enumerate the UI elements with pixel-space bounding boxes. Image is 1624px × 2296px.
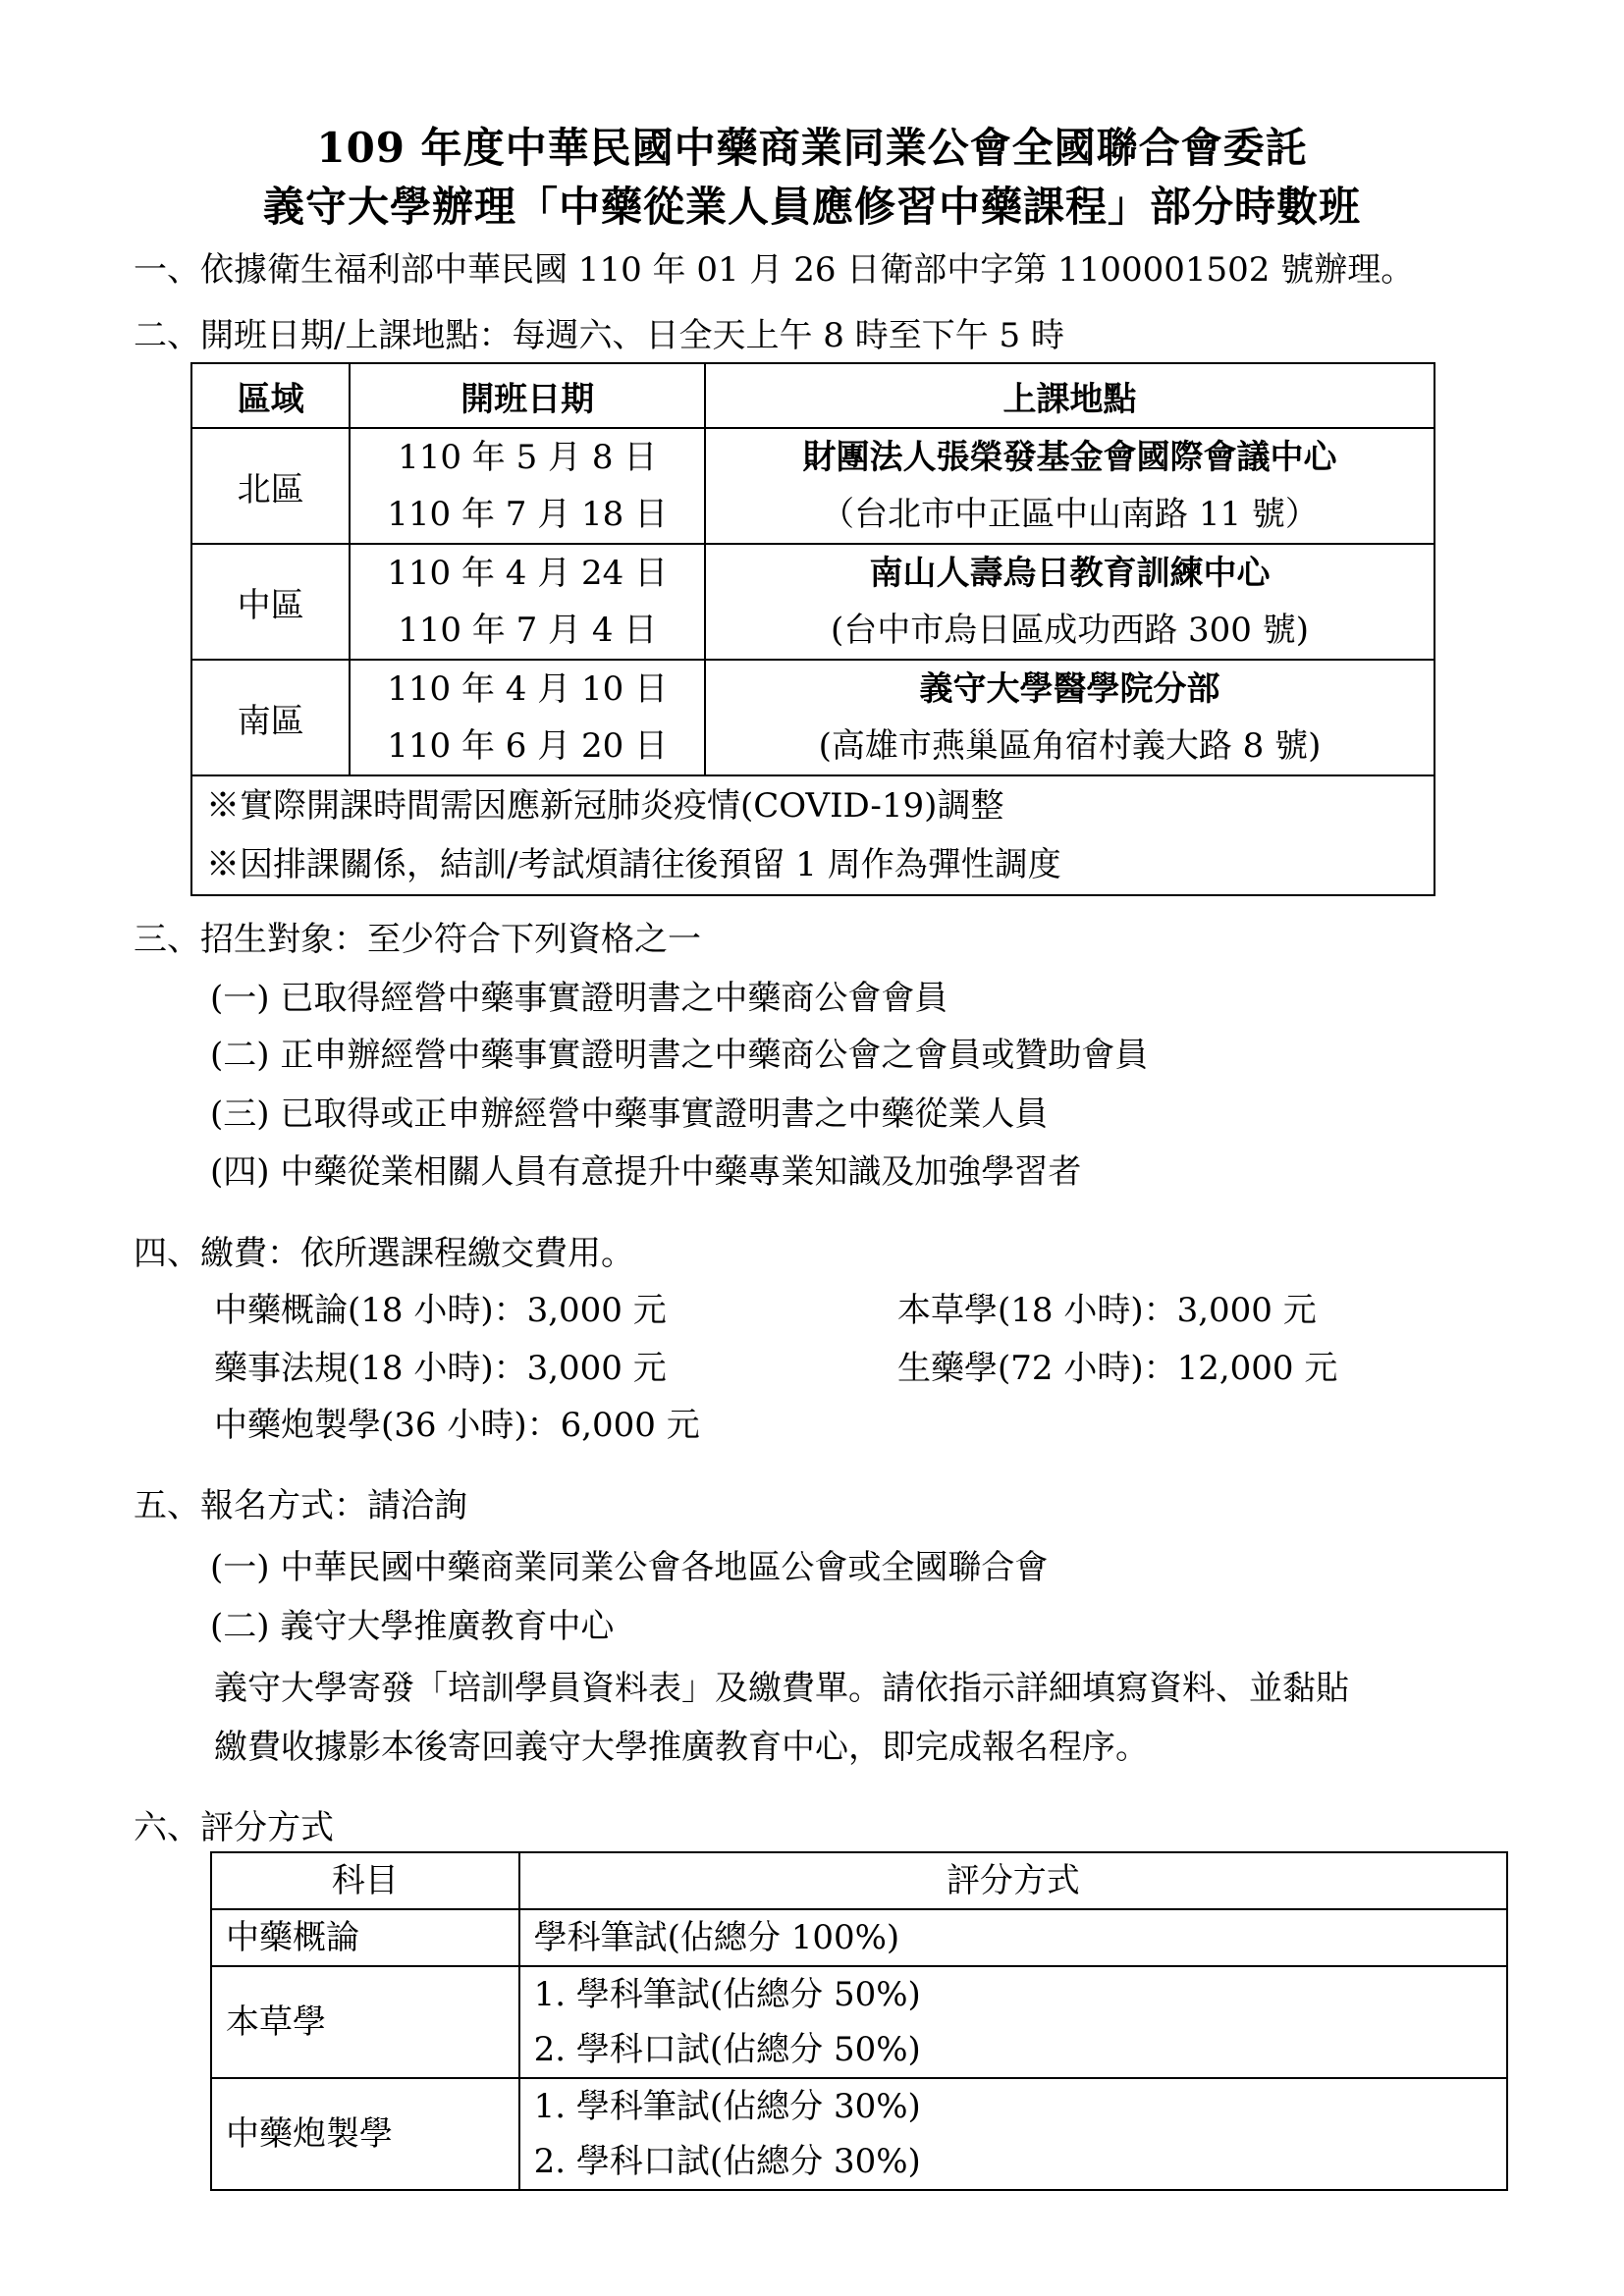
venue-cell <box>705 544 1435 660</box>
method-line: 1. 學科筆試(佔總分 50%) <box>533 1975 921 2014</box>
end-date: 110 年 7 月 4 日 <box>398 611 658 650</box>
registration-desc-1: 義守大學寄發「培訓學員資料表」及繳費單。請依指示詳細填寫資料、並黏貼 <box>214 1669 1349 1708</box>
section-1-basis: 一、依據衛生福利部中華民國 110 年 01 月 26 日衛部中字第 1100001502 號辦理。 <box>134 250 1415 290</box>
method-line: 1. 學科筆試(佔總分 30%) <box>533 2087 921 2126</box>
end-date: 110 年 7 月 18 日 <box>387 495 669 534</box>
eligibility-item: (一) 已取得經營中藥事實證明書之中藥商公會會員 <box>210 979 948 1018</box>
end-date: 110 年 6 月 20 日 <box>387 726 669 766</box>
dates-cell <box>350 544 705 660</box>
dates-cell <box>350 660 705 775</box>
fee-processing: 中藥炮製學(36 小時)：6,000 元 <box>214 1406 700 1445</box>
method-cell <box>519 1966 1507 2078</box>
venue-address: (高雄市燕巢區角宿村義大路 8 號) <box>818 726 1322 766</box>
venue-address: （台北市中正區中山南路 11 號） <box>821 495 1319 534</box>
class-schedule-table <box>190 362 1435 896</box>
grading-row <box>211 2078 1507 2190</box>
schedule-notes <box>191 775 1435 895</box>
grading-table <box>210 1851 1508 2191</box>
schedule-row-central <box>191 544 1435 660</box>
header-dates: 開班日期 <box>350 363 705 428</box>
grading-header-row <box>211 1852 1507 1909</box>
section-2-heading: 二、開班日期/上課地點：每週六、日全天上午 8 時至下午 5 時 <box>134 316 1064 355</box>
eligibility-item: (三) 已取得或正申辦經營中藥事實證明書之中藥從業人員 <box>210 1095 1049 1134</box>
fee-pharmacognosy: 生藥學(72 小時)：12,000 元 <box>897 1349 1338 1388</box>
header-region: 區域 <box>191 363 350 428</box>
region-cell: 南區 <box>191 660 350 775</box>
section-3-heading: 三、招生對象：至少符合下列資格之一 <box>134 920 701 959</box>
start-date: 110 年 4 月 10 日 <box>387 669 669 709</box>
note-reserve-week: ※因排課關係，結訓/考試煩請往後預留 1 周作為彈性調度 <box>206 845 1061 884</box>
note-covid: ※實際開課時間需因應新冠肺炎疫情(COVID-19)調整 <box>206 786 1004 826</box>
venue-cell <box>705 660 1435 775</box>
region-cell: 中區 <box>191 544 350 660</box>
subject-cell: 中藥炮製學 <box>211 2078 519 2190</box>
section-6-heading: 六、評分方式 <box>134 1808 334 1847</box>
venue-cell <box>705 428 1435 544</box>
method-line: 2. 學科口試(佔總分 30%) <box>533 2142 921 2181</box>
method-line: 學科筆試(佔總分 100%) <box>533 1918 900 1957</box>
method-line: 2. 學科口試(佔總分 50%) <box>533 2030 921 2069</box>
eligibility-item: (二) 正申辦經營中藥事實證明書之中藥商公會之會員或贊助會員 <box>210 1036 1149 1075</box>
venue-address: (台中市烏日區成功西路 300 號) <box>830 611 1310 650</box>
venue-name: 南山人壽烏日教育訓練中心 <box>869 554 1271 593</box>
schedule-row-south <box>191 660 1435 775</box>
contact-item: (二) 義守大學推廣教育中心 <box>210 1607 615 1646</box>
venue-name: 財團法人張榮發基金會國際會議中心 <box>802 438 1337 477</box>
contact-item: (一) 中華民國中藥商業同業公會各地區公會或全國聯合會 <box>210 1548 1049 1587</box>
header-subject: 科目 <box>211 1852 519 1909</box>
section-4-heading: 四、繳費：依所選課程繳交費用。 <box>134 1234 634 1273</box>
schedule-header-row <box>191 363 1435 428</box>
schedule-notes-row <box>191 775 1435 895</box>
eligibility-item: (四) 中藥從業相關人員有意提升中藥專業知識及加強學習者 <box>210 1152 1082 1192</box>
subject-cell: 中藥概論 <box>211 1909 519 1966</box>
document-title-line-2: 義守大學辦理「中藥從業人員應修習中藥課程」部分時數班 <box>262 183 1361 231</box>
subject-cell: 本草學 <box>211 1966 519 2078</box>
venue-name: 義守大學醫學院分部 <box>919 669 1220 709</box>
dates-cell <box>350 428 705 544</box>
start-date: 110 年 5 月 8 日 <box>398 438 658 477</box>
method-cell <box>519 2078 1507 2190</box>
grading-row <box>211 1909 1507 1966</box>
fee-pharmacy-law: 藥事法規(18 小時)：3,000 元 <box>214 1349 667 1388</box>
fee-herbal-studies: 本草學(18 小時)：3,000 元 <box>897 1291 1317 1330</box>
start-date: 110 年 4 月 24 日 <box>387 554 669 593</box>
grading-row <box>211 1966 1507 2078</box>
region-cell: 北區 <box>191 428 350 544</box>
document-title-line-1: 109 年度中華民國中藥商業同業公會全國聯合會委託 <box>316 124 1308 172</box>
section-5-heading: 五、報名方式：請洽詢 <box>134 1486 467 1525</box>
header-venue: 上課地點 <box>705 363 1435 428</box>
schedule-row-north <box>191 428 1435 544</box>
method-cell <box>519 1909 1507 1966</box>
header-method: 評分方式 <box>519 1852 1507 1909</box>
fee-intro-tcm: 中藥概論(18 小時)：3,000 元 <box>214 1291 667 1330</box>
registration-desc-2: 繳費收據影本後寄回義守大學推廣教育中心，即完成報名程序。 <box>214 1728 1149 1767</box>
